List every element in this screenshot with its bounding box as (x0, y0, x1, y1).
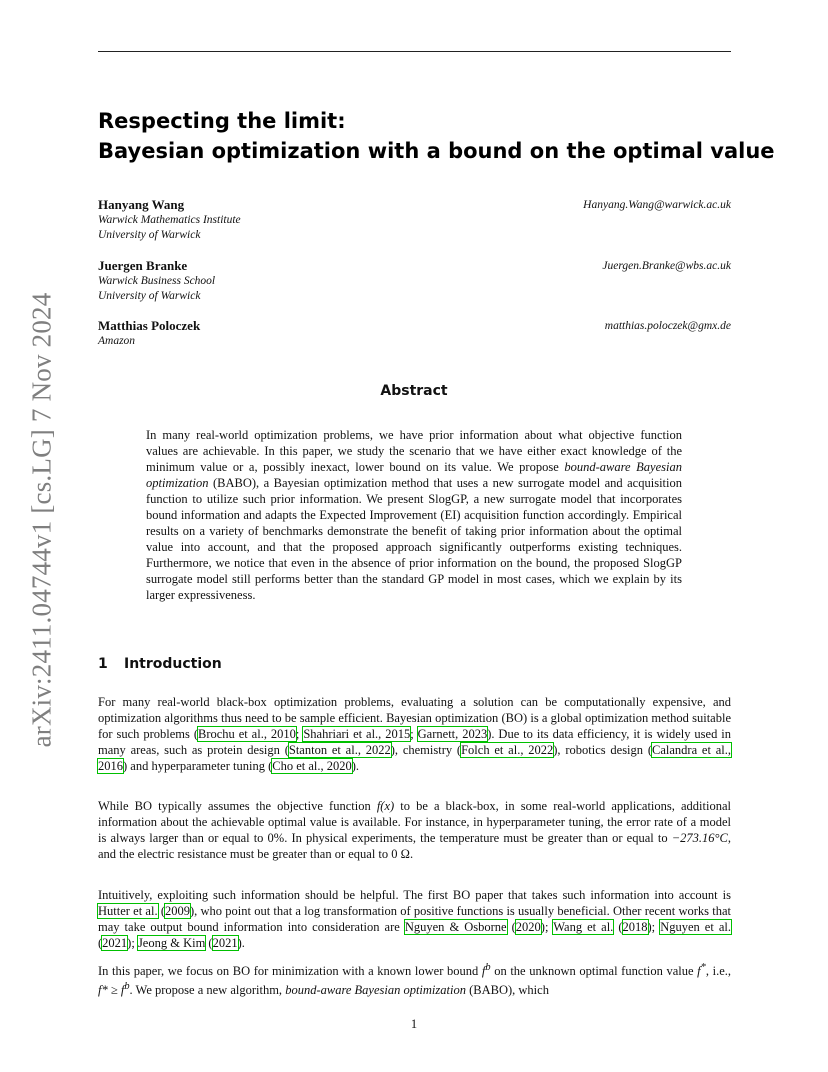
text-run: on the unknown optimal function value (490, 964, 698, 979)
citation-authors: Garnett, (417, 727, 459, 741)
citation-year: 2022 (365, 743, 391, 757)
text-run: Intuitively, exploiting such information should be helpful. The first BO paper that takes such information into account is (98, 888, 731, 902)
citation-year: 2016 (98, 759, 123, 773)
citation-authors: Wang et al. (553, 920, 614, 934)
citation-authors: Shahriari et al., (303, 727, 382, 741)
text-run: ). (351, 759, 360, 773)
math-fx: f(x) (376, 799, 395, 813)
citation-year: 2010 (270, 727, 296, 741)
math-symbol: f (481, 964, 486, 979)
author-affiliation: Warwick Mathematics Institute (98, 214, 241, 226)
author-affiliation: Amazon (98, 335, 136, 347)
citation-year: 2022 (528, 743, 554, 757)
citation-link[interactable] (461, 743, 553, 757)
abstract-heading: Abstract (380, 383, 448, 399)
author-email: Juergen.Branke@wbs.ac.uk (602, 260, 731, 272)
citation-authors: Jeong & Kim (137, 936, 206, 950)
author-block (98, 258, 731, 304)
abstract-text-part: In many real-world optimization problems, we have prior information about what objective function values are achievable. In this paper, we study the scenario that we have either exact knowledge of the minimum value or a, possibly inexact, lower bound on its value. We propose (146, 428, 682, 474)
citation-authors: Brochu et al., (197, 727, 267, 741)
section-number: 1 (98, 656, 108, 672)
citation-authors: Nguyen & Osborne (404, 920, 507, 934)
text-run: , who point out that a log transformation of positive functions is usually beneficial. Other recent works that may take output bound information into consideration are (98, 904, 731, 934)
math-inequality (98, 983, 130, 997)
citation-authors: Nguyen et al. (660, 920, 731, 934)
citation-link[interactable] (553, 920, 613, 934)
citation-link[interactable] (418, 727, 488, 741)
citation-link[interactable] (102, 936, 127, 950)
text-run: ), chemistry ( (390, 743, 462, 757)
citation-link[interactable] (98, 904, 158, 918)
citation-link[interactable] (138, 936, 205, 950)
author-name: Matthias Poloczek (98, 318, 201, 333)
text-run: While BO typically assumes the objective function (98, 799, 377, 813)
citation-year: 2023 (462, 727, 488, 741)
text-run: , i.e., (705, 964, 731, 979)
section-heading (98, 656, 222, 672)
text-emphasis: bound-aware Bayesian optimization (285, 983, 466, 998)
abstract-emphasis: bound-aware Bayesian optimization (146, 460, 682, 490)
author-affiliation: University of Warwick (98, 290, 201, 302)
citation-year: 2020 (326, 759, 352, 773)
math-temperature: −273.16°C (671, 831, 728, 845)
author-block (98, 318, 731, 349)
citation-authors: Hutter et al. (98, 904, 158, 918)
text-run: ), robotics design ( (553, 743, 652, 757)
text-run: ). Due to its data efficiency, it is widely used in many areas, such as protein design ( (98, 727, 732, 757)
author-block (98, 197, 731, 243)
paragraph-1: For many real-world black-box optimization problems, evaluating a solution can be computationally expensive, and optimization algorithms thus need to be sample efficient. Bayesian optimization (BO) is a global optimization method suitable for such problems (Brochu et al., 2010; Shahriari et al., 2015; Garnett, 2023). Due to its data efficiency, it is widely used in many areas, such as protein design (Stanton et al., 2022), chemistry (Folch et al., 2022), robotics design (Calandra et al., 2016) and hyperparameter tuning (Cho et al., 2020). (98, 695, 732, 773)
citation-link[interactable] (289, 743, 391, 757)
math-symbol: f* ≥ f (98, 983, 125, 998)
abstract-text-part: (BABO), a Bayesian optimization method that uses a new surrogate model and acquisition function to utilize such prior information. We present SlogGP, a new surrogate model that incorporates bound information and adapts the Expected Improvement (EI) acquisition function accordingly. Empirical results on a variety of benchmarks demonstrate the benefit of taking prior information about the optimal value into account, and that the proposed approach significantly outperforms existing techniques. Furthermore, we notice that even in the absence of prior information on the bound, the proposed SlogGP surrogate model still performs better than the standard GP model in most cases, which we explain by its larger expressiveness. (146, 476, 682, 602)
abstract-text (146, 427, 682, 603)
citation-link[interactable] (303, 727, 410, 741)
text-run: For many real-world black-box optimization problems, evaluating a solution can be computationally expensive, and optimization algorithms thus need to be sample efficient. Bayesian optimization (BO) is a global optimization method suitable for such problems ( (98, 695, 731, 741)
text-run: , and the electric resistance must be greater than or equal to 0 Ω. (98, 831, 731, 861)
text-run: In this paper, we focus on BO for minimization with a known lower bound (98, 964, 482, 979)
citation-year: 2009 (164, 904, 190, 918)
citation-authors: Calandra et al., (652, 743, 731, 757)
math-symbol: f (697, 964, 701, 979)
citation-link[interactable] (516, 920, 541, 934)
citation-link[interactable] (660, 920, 731, 934)
paper-title (98, 106, 775, 166)
title-line-1: Respecting the limit: (98, 109, 346, 133)
math-superscript: * (700, 962, 706, 973)
citation-link[interactable] (198, 727, 296, 741)
author-affiliation: Warwick Business School (98, 275, 216, 287)
author-email: Hanyang.Wang@warwick.ac.uk (583, 199, 731, 211)
header-rule (98, 51, 731, 52)
text-run: ) and hyperparameter tuning ( (123, 759, 273, 773)
citation-link[interactable] (405, 920, 507, 934)
citation-link[interactable] (272, 759, 352, 773)
citation-authors: Cho et al., (272, 759, 324, 773)
citation-authors: Stanton et al., (288, 743, 361, 757)
page-number: 1 (410, 1017, 418, 1031)
math-fb (482, 964, 491, 978)
paragraph-3: Intuitively, exploiting such information should be helpful. The first BO paper that takes such information into account is Hutter et al. (2009), who point out that a log transformation of positive functions is usually beneficial. Other recent works that may take output bound information into consideration are Nguyen & Osborne (2020); Wang et al. (2018); Nguyen et al. (2021); Jeong & Kim (2021). (98, 888, 731, 950)
citation-authors: Folch et al., (461, 743, 524, 757)
author-name: Hanyang Wang (98, 197, 185, 212)
text-run: . We propose a new algorithm, (129, 983, 286, 998)
citation-year: 2021 (102, 936, 128, 950)
arxiv-identifier-stamp: arXiv:2411.04744v1 [cs.LG] 7 Nov 2024 (26, 292, 57, 748)
citation-link[interactable] (165, 904, 190, 918)
citation-year: 2015 (385, 727, 411, 741)
author-name: Juergen Branke (98, 258, 188, 273)
math-superscript: b (485, 962, 491, 973)
text-run: . (241, 936, 245, 950)
citation-link[interactable] (213, 936, 238, 950)
paragraph-2 (98, 798, 731, 862)
paragraph-4 (98, 960, 731, 998)
title-line-2: Bayesian optimization with a bound on the optimal value (98, 139, 775, 163)
citation-year: 2018 (622, 920, 648, 934)
author-email: matthias.poloczek@gmx.de (604, 320, 731, 332)
citation-link[interactable] (623, 920, 648, 934)
math-fstar (697, 964, 706, 978)
author-affiliation: University of Warwick (98, 229, 201, 241)
citation-year: 2021 (212, 936, 238, 950)
text-run: to be a black-box, in some real-world applications, additional information about the achievable optimal value is available. For instance, in hyperparameter tuning, the error rate of a model is always larger than or equal to 0%. In physical experiments, the temperature must be greater than or equal to (98, 799, 731, 845)
citation-year: 2020 (515, 920, 541, 934)
text-run: (BABO), which (465, 983, 549, 998)
math-superscript: b (124, 981, 130, 993)
section-title: Introduction (124, 656, 222, 672)
